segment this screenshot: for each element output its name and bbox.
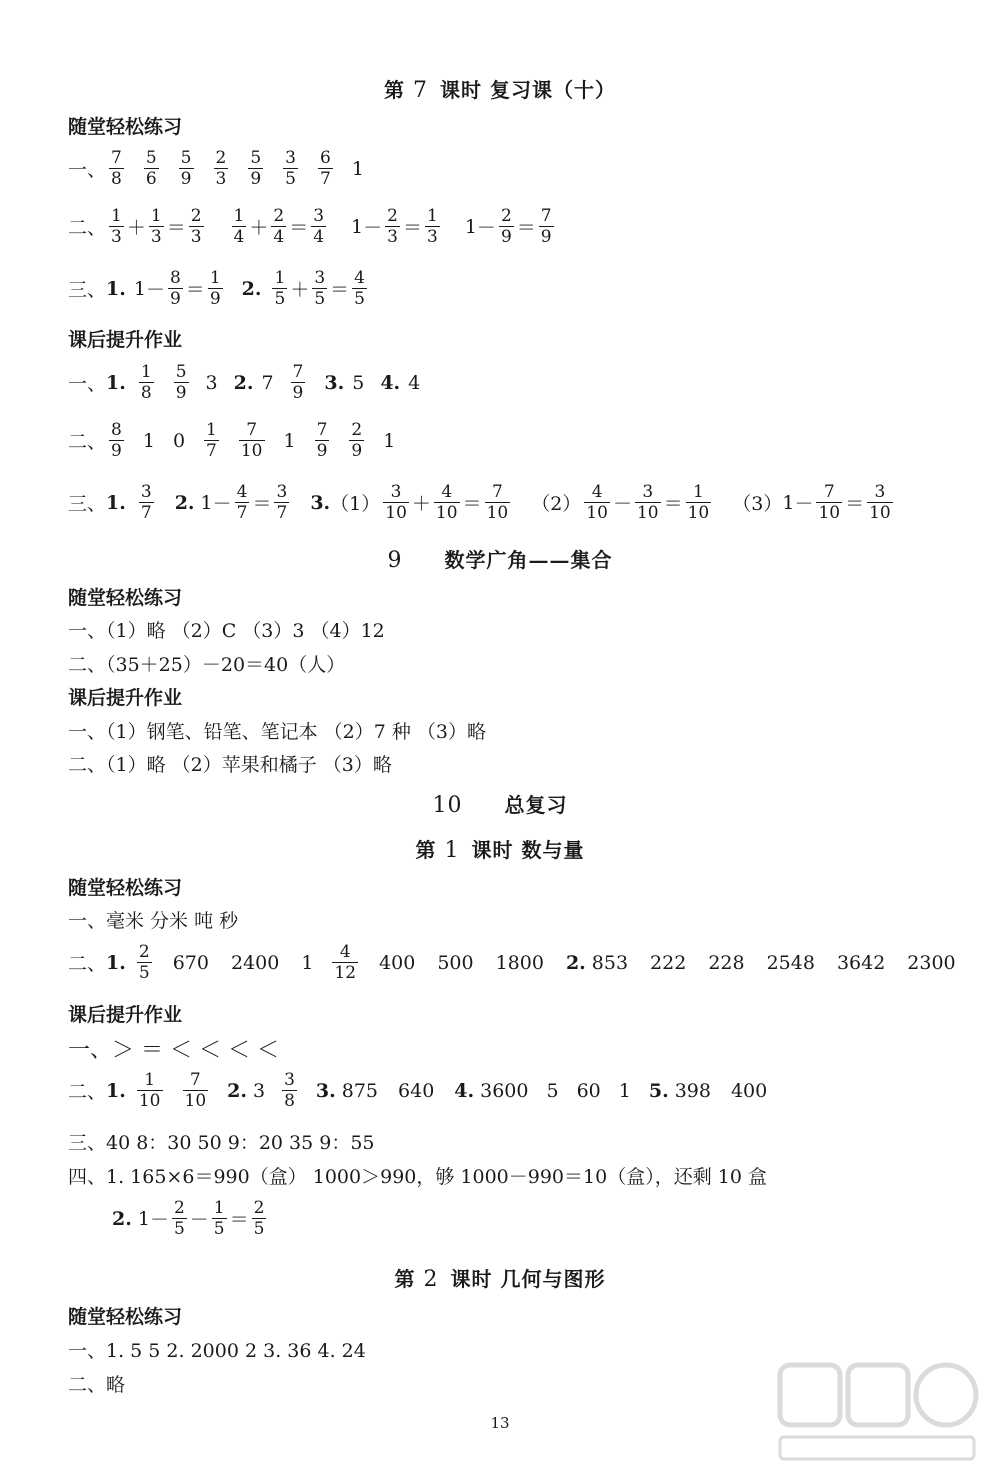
item-prefix: 二、 (68, 953, 107, 975)
fraction: $\frac{5}{6}$ (145, 148, 157, 189)
answer-value: 500 (437, 951, 474, 974)
chapter-name: 数学广角——集合 (444, 548, 613, 572)
fraction: $\frac{1}{9}$ (209, 268, 221, 309)
answer-value: 222 (650, 951, 687, 974)
fraction: $\frac{6}{7}$ (319, 148, 331, 189)
item-prefix: 三、 (68, 279, 107, 301)
fraction: $\frac{7}{10}$ (818, 482, 841, 523)
equals-sign: ＝ (252, 493, 272, 515)
fraction: $\frac{4}{10}$ (586, 482, 608, 523)
answer-value: 7 (261, 371, 274, 394)
fraction: $\frac{2}{9}$ (351, 420, 363, 461)
answer-value: 1 (142, 429, 155, 452)
section-heading: 随堂轻松练习 (68, 877, 183, 899)
fraction: $\frac{2}{5}$ (138, 942, 150, 983)
plus-sign: ＋ (411, 493, 431, 515)
lesson-title (0, 1263, 1000, 1292)
item-number: （3） (732, 493, 783, 515)
fraction: $\frac{7}{9}$ (540, 206, 552, 247)
answer-value: 875 (341, 1079, 379, 1102)
answer-value: 670 (172, 951, 209, 974)
equals-sign: ＝ (229, 1209, 249, 1231)
title-number: 7 (413, 78, 429, 103)
fraction: $\frac{5}{9}$ (180, 148, 192, 189)
answer-line: 一、（1）钢笔、铅笔、笔记本 （2）7 种 （3）略 (68, 721, 486, 743)
fraction: $\frac{3}{7}$ (140, 482, 152, 523)
fraction: $\frac{3}{7}$ (276, 482, 288, 523)
answer-line: 二、略 (68, 1374, 126, 1396)
fraction: $\frac{3}{5}$ (314, 268, 326, 309)
page-number: 13 (490, 1414, 510, 1432)
fraction: $\frac{1}{7}$ (206, 420, 217, 461)
answer-line (68, 482, 896, 523)
fraction: $\frac{4}{12}$ (334, 942, 357, 983)
item-prefix: 三、 (68, 493, 107, 515)
item-prefix: 一、 (68, 159, 107, 181)
equals-sign: ＝ (289, 217, 309, 239)
plus-sign: ＋ (126, 217, 146, 239)
answer-value: 1 (133, 277, 146, 300)
answer-line (68, 362, 420, 403)
minus-sign: － (794, 493, 814, 515)
title-text: 课时 复习课（十） (439, 78, 616, 102)
fraction: $\frac{3}{10}$ (869, 482, 891, 523)
item-number: 1. (106, 1079, 126, 1102)
fraction: $\frac{4}{7}$ (236, 482, 248, 523)
item-number: 4. (380, 371, 401, 394)
fraction: $\frac{1}{10}$ (138, 1070, 161, 1111)
section-heading: 课后提升作业 (68, 1004, 183, 1026)
answer-value: 2400 (230, 951, 280, 974)
answer-value: 5 (546, 1079, 559, 1102)
answer-value: 60 (576, 1079, 601, 1102)
lesson-title (0, 74, 1000, 103)
chapter-number: 10 (432, 793, 463, 818)
section-heading: 课后提升作业 (68, 687, 183, 709)
answer-value: 398 (674, 1079, 711, 1102)
item-number: 3. (315, 1079, 336, 1102)
answer-value: 400 (379, 951, 416, 974)
fraction: $\frac{7}{10}$ (240, 420, 263, 461)
fraction: $\frac{2}{5}$ (173, 1198, 185, 1239)
answer-value: 1 (782, 491, 795, 514)
item-prefix: 一、 (68, 373, 107, 395)
fraction: $\frac{1}{10}$ (687, 482, 710, 523)
title-text: 课时 几何与图形 (450, 1267, 606, 1291)
answer-value: 1 (301, 951, 314, 974)
title-text: 第 (394, 1267, 416, 1291)
answer-value: 1 (200, 491, 213, 514)
item-number: 2. (112, 1207, 132, 1230)
lesson-title (0, 834, 1000, 863)
fraction: $\frac{2}{3}$ (387, 206, 398, 247)
fraction: $\frac{7}{9}$ (316, 420, 328, 461)
fraction: $\frac{2}{4}$ (273, 206, 285, 247)
item-number: 2. (227, 1079, 247, 1102)
answer-value: 3 (205, 371, 218, 394)
item-number: 5. (648, 1079, 669, 1102)
answer-line (68, 206, 557, 247)
answer-value: 2300 (907, 951, 956, 974)
answer-value: 1 (383, 429, 396, 452)
fraction: $\frac{1}{3}$ (150, 206, 162, 247)
answer-line: 一、（1）略 （2）C （3）3 （4）12 (68, 620, 385, 642)
equals-sign: ＝ (166, 217, 186, 239)
equals-sign: ＝ (330, 279, 350, 301)
item-number: 2. (565, 951, 586, 974)
answer-value: 1 (618, 1079, 631, 1102)
answer-line (68, 420, 395, 461)
fraction: $\frac{1}{8}$ (140, 362, 152, 403)
item-prefix: 二、 (68, 431, 107, 453)
item-prefix: 二、 (68, 1081, 107, 1103)
item-number: 1. (106, 951, 126, 974)
minus-sign: － (189, 1209, 209, 1231)
item-number: 1. (106, 371, 126, 394)
section-heading: 随堂轻松练习 (68, 1306, 183, 1328)
answer-value: 1 (351, 157, 364, 180)
watermark-logo (772, 1357, 982, 1467)
chapter-title (0, 789, 1000, 818)
equals-sign: ＝ (185, 279, 205, 301)
answer-line: 二、（35＋25）－20＝40（人） (68, 654, 346, 676)
answer-value: 3642 (836, 951, 886, 974)
section-heading: 随堂轻松练习 (68, 116, 183, 138)
fraction: $\frac{5}{9}$ (250, 148, 262, 189)
item-number: 2. (174, 491, 195, 514)
answer-value: 1 (283, 429, 296, 452)
item-number: （2） (531, 493, 582, 515)
answer-value: 0 (172, 429, 186, 452)
answer-line: 二、（1）略 （2）苹果和橘子 （3）略 (68, 754, 392, 776)
chapter-title (0, 544, 1000, 573)
fraction: $\frac{8}{9}$ (111, 420, 122, 461)
answer-value: 1 (137, 1207, 150, 1230)
chapter-name: 总复习 (504, 793, 568, 817)
fraction: $\frac{5}{9}$ (175, 362, 187, 403)
title-number: 1 (444, 838, 460, 863)
answer-value: 2548 (766, 951, 815, 974)
chapter-number: 9 (387, 548, 403, 573)
answer-line (68, 942, 956, 983)
item-number: 2. (233, 371, 254, 394)
equals-sign: ＝ (845, 493, 865, 515)
item-number: 3. (310, 491, 331, 514)
item-number: （1） (330, 493, 381, 515)
plus-sign: ＋ (249, 217, 269, 239)
minus-sign: － (149, 1209, 169, 1231)
answer-value: 3600 (480, 1079, 529, 1102)
answer-value: 1 (464, 215, 477, 238)
minus-sign: － (363, 217, 383, 239)
fraction: $\frac{7}{9}$ (292, 362, 304, 403)
answer-value: 1 (351, 215, 364, 238)
minus-sign: － (476, 217, 496, 239)
section-heading: 课后提升作业 (68, 329, 183, 351)
fraction: $\frac{1}{3}$ (427, 206, 438, 247)
equals-sign: ＝ (663, 493, 683, 515)
fraction: $\frac{2}{9}$ (500, 206, 512, 247)
fraction: $\frac{2}{5}$ (253, 1198, 265, 1239)
answer-line (68, 268, 370, 309)
fraction: $\frac{1}{5}$ (213, 1198, 225, 1239)
fraction: $\frac{8}{9}$ (169, 268, 181, 309)
equals-sign: ＝ (402, 217, 422, 239)
item-number: 1. (106, 277, 126, 300)
item-prefix: 二、 (68, 217, 107, 239)
fraction: $\frac{1}{4}$ (233, 206, 245, 247)
fraction: $\frac{7}{10}$ (184, 1070, 207, 1111)
answer-line (68, 1070, 767, 1111)
fraction: $\frac{7}{10}$ (486, 482, 509, 523)
fraction: $\frac{2}{3}$ (215, 148, 227, 189)
answer-value: 5 (352, 371, 365, 394)
fraction: $\frac{1}{3}$ (111, 206, 122, 247)
answer-line: 三、40 8：30 50 9：20 35 9：55 (68, 1132, 375, 1154)
title-text: 第 (415, 838, 437, 862)
title-text: 课时 数与量 (471, 838, 585, 862)
answer-value: 400 (730, 1079, 768, 1102)
plus-sign: ＋ (290, 279, 310, 301)
answer-line: 四、1. 165×6＝990（盒） 1000＞990，够 1000－990＝10（盒），还剩 10 盒 (68, 1166, 767, 1188)
answer-value: 640 (398, 1079, 435, 1102)
answer-value: 1800 (495, 951, 544, 974)
minus-sign: － (212, 493, 232, 515)
fraction: $\frac{3}{5}$ (285, 148, 296, 189)
item-number: 3. (324, 371, 345, 394)
equals-sign: ＝ (516, 217, 536, 239)
fraction: $\frac{1}{5}$ (274, 268, 286, 309)
answer-line: 一、毫米 分米 吨 秒 (68, 910, 239, 932)
answer-line: 一、＞ ＝ ＜ ＜ ＜ ＜ (68, 1038, 279, 1063)
answer-line (68, 148, 364, 189)
fraction: $\frac{7}{8}$ (111, 148, 122, 189)
section-heading: 随堂轻松练习 (68, 587, 183, 609)
fraction: $\frac{3}{10}$ (385, 482, 407, 523)
fraction: $\frac{3}{8}$ (284, 1070, 295, 1111)
minus-sign: － (145, 279, 165, 301)
fraction: $\frac{4}{5}$ (354, 268, 365, 309)
fraction: $\frac{2}{3}$ (190, 206, 202, 247)
title-text: 第 (384, 78, 406, 102)
fraction: $\frac{3}{10}$ (636, 482, 659, 523)
answer-value: 4 (408, 371, 421, 394)
title-number: 2 (423, 1267, 439, 1292)
equals-sign: ＝ (462, 493, 482, 515)
item-number: 1. (106, 491, 126, 514)
answer-value: 3 (252, 1079, 266, 1102)
item-number: 2. (241, 277, 262, 300)
answer-line (112, 1198, 269, 1239)
answer-value: 228 (708, 951, 745, 974)
answer-value: 853 (591, 951, 629, 974)
minus-sign: － (612, 493, 632, 515)
item-number: 4. (454, 1079, 475, 1102)
fraction: $\frac{4}{10}$ (435, 482, 458, 523)
answer-line: 一、1. 5 5 2. 2000 2 3. 36 4. 24 (68, 1340, 366, 1362)
fraction: $\frac{3}{4}$ (313, 206, 325, 247)
